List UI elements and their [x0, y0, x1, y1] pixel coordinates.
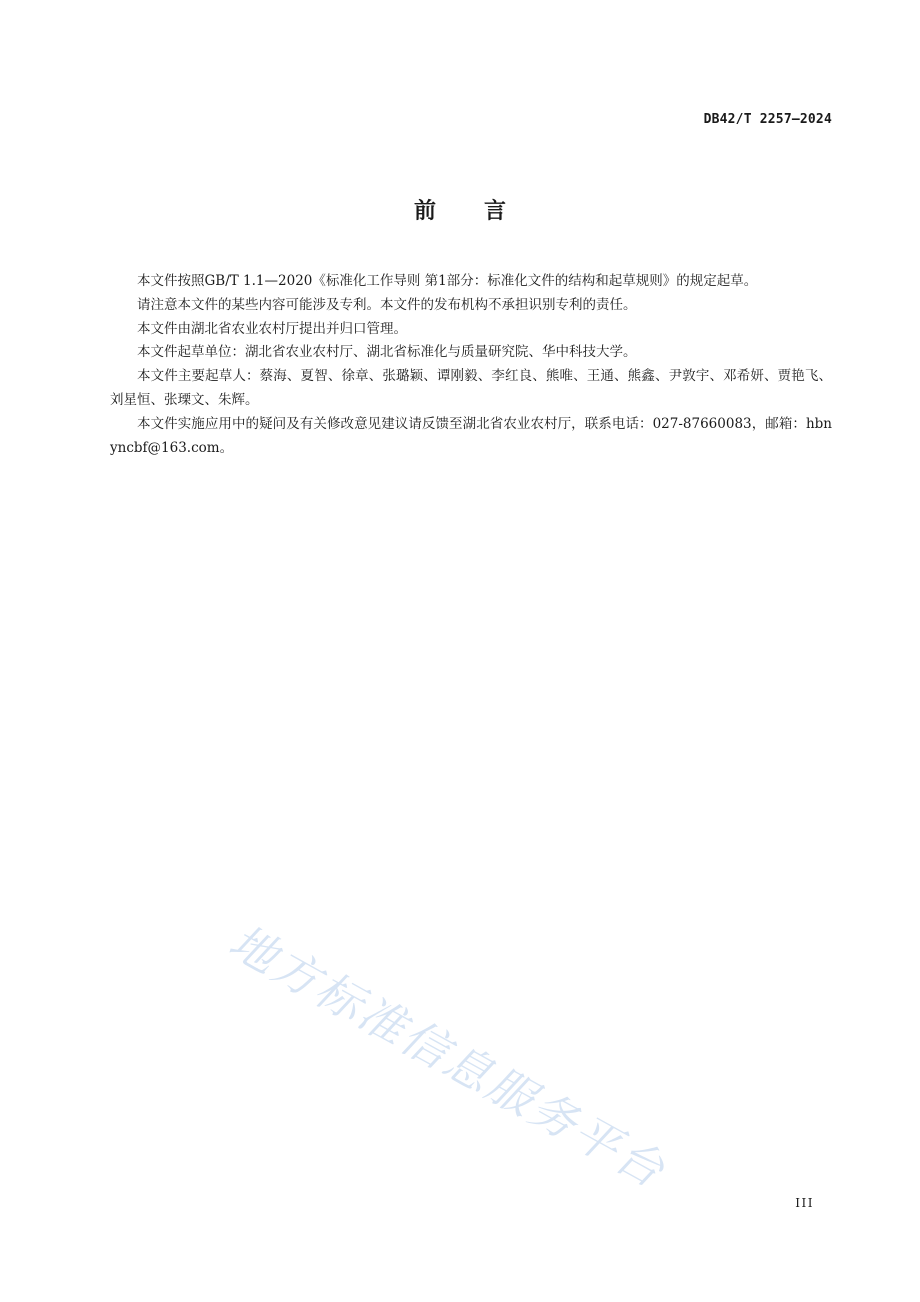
paragraph-drafting-rules: 本文件按照GB/T 1.1—2020《标准化工作导则 第1部分：标准化文件的结构和起草规则》的规定起草。 — [137, 273, 758, 289]
paragraph-contact: 本文件实施应用中的疑问及有关修改意见建议请反馈至湖北省农业农村厅，联系电话：027-87660083，邮箱：hbnyncbf@163.com。 — [110, 415, 832, 456]
paragraph-patent-notice: 请注意本文件的某些内容可能涉及专利。本文件的发布机构不承担识别专利的责任。 — [137, 296, 637, 313]
watermark: 地方标准信息服务平台 — [220, 914, 676, 1199]
paragraph-proposer: 本文件由湖北省农业农村厅提出并归口管理。 — [137, 320, 407, 337]
page-number: III — [795, 1196, 814, 1210]
paragraph-drafting-units: 本文件起草单位：湖北省农业农村厅、湖北省标准化与质量研究院、华中科技大学。 — [137, 344, 637, 361]
body-text — [110, 270, 832, 460]
document-code: DB42/T 2257—2024 — [703, 112, 832, 127]
page-title: 前言 — [413, 199, 554, 224]
paragraph-drafters: 本文件主要起草人：蔡海、夏智、徐章、张璐颖、谭刚毅、李红良、熊唯、王通、熊鑫、尹敦宇、邓希妍、贾艳飞、刘星恒、张瑮文、朱辉。 — [110, 368, 832, 408]
